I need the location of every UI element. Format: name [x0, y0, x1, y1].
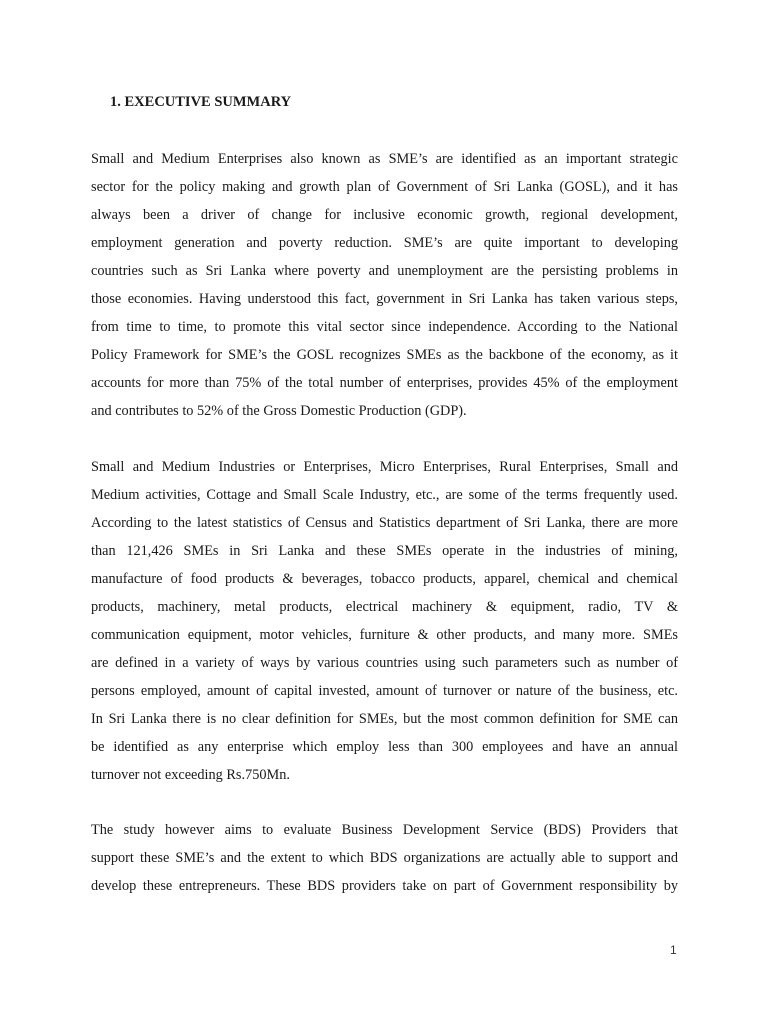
text-line: products, machinery, metal products, electrical machinery & equipment, radio, TV &: [91, 599, 678, 615]
text-line: manufacture of food products & beverages, tobacco products, apparel, chemical and chemical: [91, 571, 678, 587]
text-line: sector for the policy making and growth plan of Government of Sri Lanka (GOSL), and it has: [91, 179, 678, 195]
text-line: According to the latest statistics of Census and Statistics department of Sri Lanka, there are more: [91, 515, 678, 531]
paragraph-1: [91, 145, 678, 425]
text-line: turnover not exceeding Rs.750Mn.: [91, 767, 290, 783]
paragraph-3: [91, 816, 678, 900]
text-line: and contributes to 52% of the Gross Domestic Production (GDP).: [91, 403, 467, 419]
text-line: Policy Framework for SME’s the GOSL recognizes SMEs as the backbone of the economy, as it: [91, 347, 678, 363]
text-line: Small and Medium Industries or Enterprises, Micro Enterprises, Rural Enterprises, Small and: [91, 459, 678, 475]
text-line: In Sri Lanka there is no clear definition for SMEs, but the most common definition for SME can: [91, 711, 678, 727]
text-line: are defined in a variety of ways by various countries using such parameters such as number of: [91, 655, 678, 671]
text-line: Medium activities, Cottage and Small Scale Industry, etc., are some of the terms frequently used.: [91, 487, 678, 503]
text-line: countries such as Sri Lanka where poverty and unemployment are the persisting problems in: [91, 263, 678, 279]
text-line: from time to time, to promote this vital sector since independence. According to the National: [91, 319, 678, 335]
text-line: communication equipment, motor vehicles, furniture & other products, and many more. SMEs: [91, 627, 678, 643]
text-line: than 121,426 SMEs in Sri Lanka and these SMEs operate in the industries of mining,: [91, 543, 678, 559]
text-line: be identified as any enterprise which employ less than 300 employees and have an annual: [91, 739, 678, 755]
text-line: Small and Medium Enterprises also known as SME’s are identified as an important strategic: [91, 151, 678, 167]
paragraph-2: [91, 453, 678, 789]
text-line: always been a driver of change for inclusive economic growth, regional development,: [91, 207, 678, 223]
page-number: 1: [670, 943, 677, 957]
text-line: support these SME’s and the extent to which BDS organizations are actually able to support and: [91, 850, 678, 866]
text-line: persons employed, amount of capital invested, amount of turnover or nature of the business, etc.: [91, 683, 678, 699]
text-line: accounts for more than 75% of the total number of enterprises, provides 45% of the employment: [91, 375, 678, 391]
text-line: develop these entrepreneurs. These BDS providers take on part of Government responsibility by: [91, 878, 678, 894]
section-heading: 1. EXECUTIVE SUMMARY: [110, 94, 292, 110]
text-line: employment generation and poverty reduction. SME’s are quite important to developing: [91, 235, 678, 251]
text-line: The study however aims to evaluate Business Development Service (BDS) Providers that: [91, 822, 678, 838]
text-line: those economies. Having understood this fact, government in Sri Lanka has taken various steps,: [91, 291, 678, 307]
